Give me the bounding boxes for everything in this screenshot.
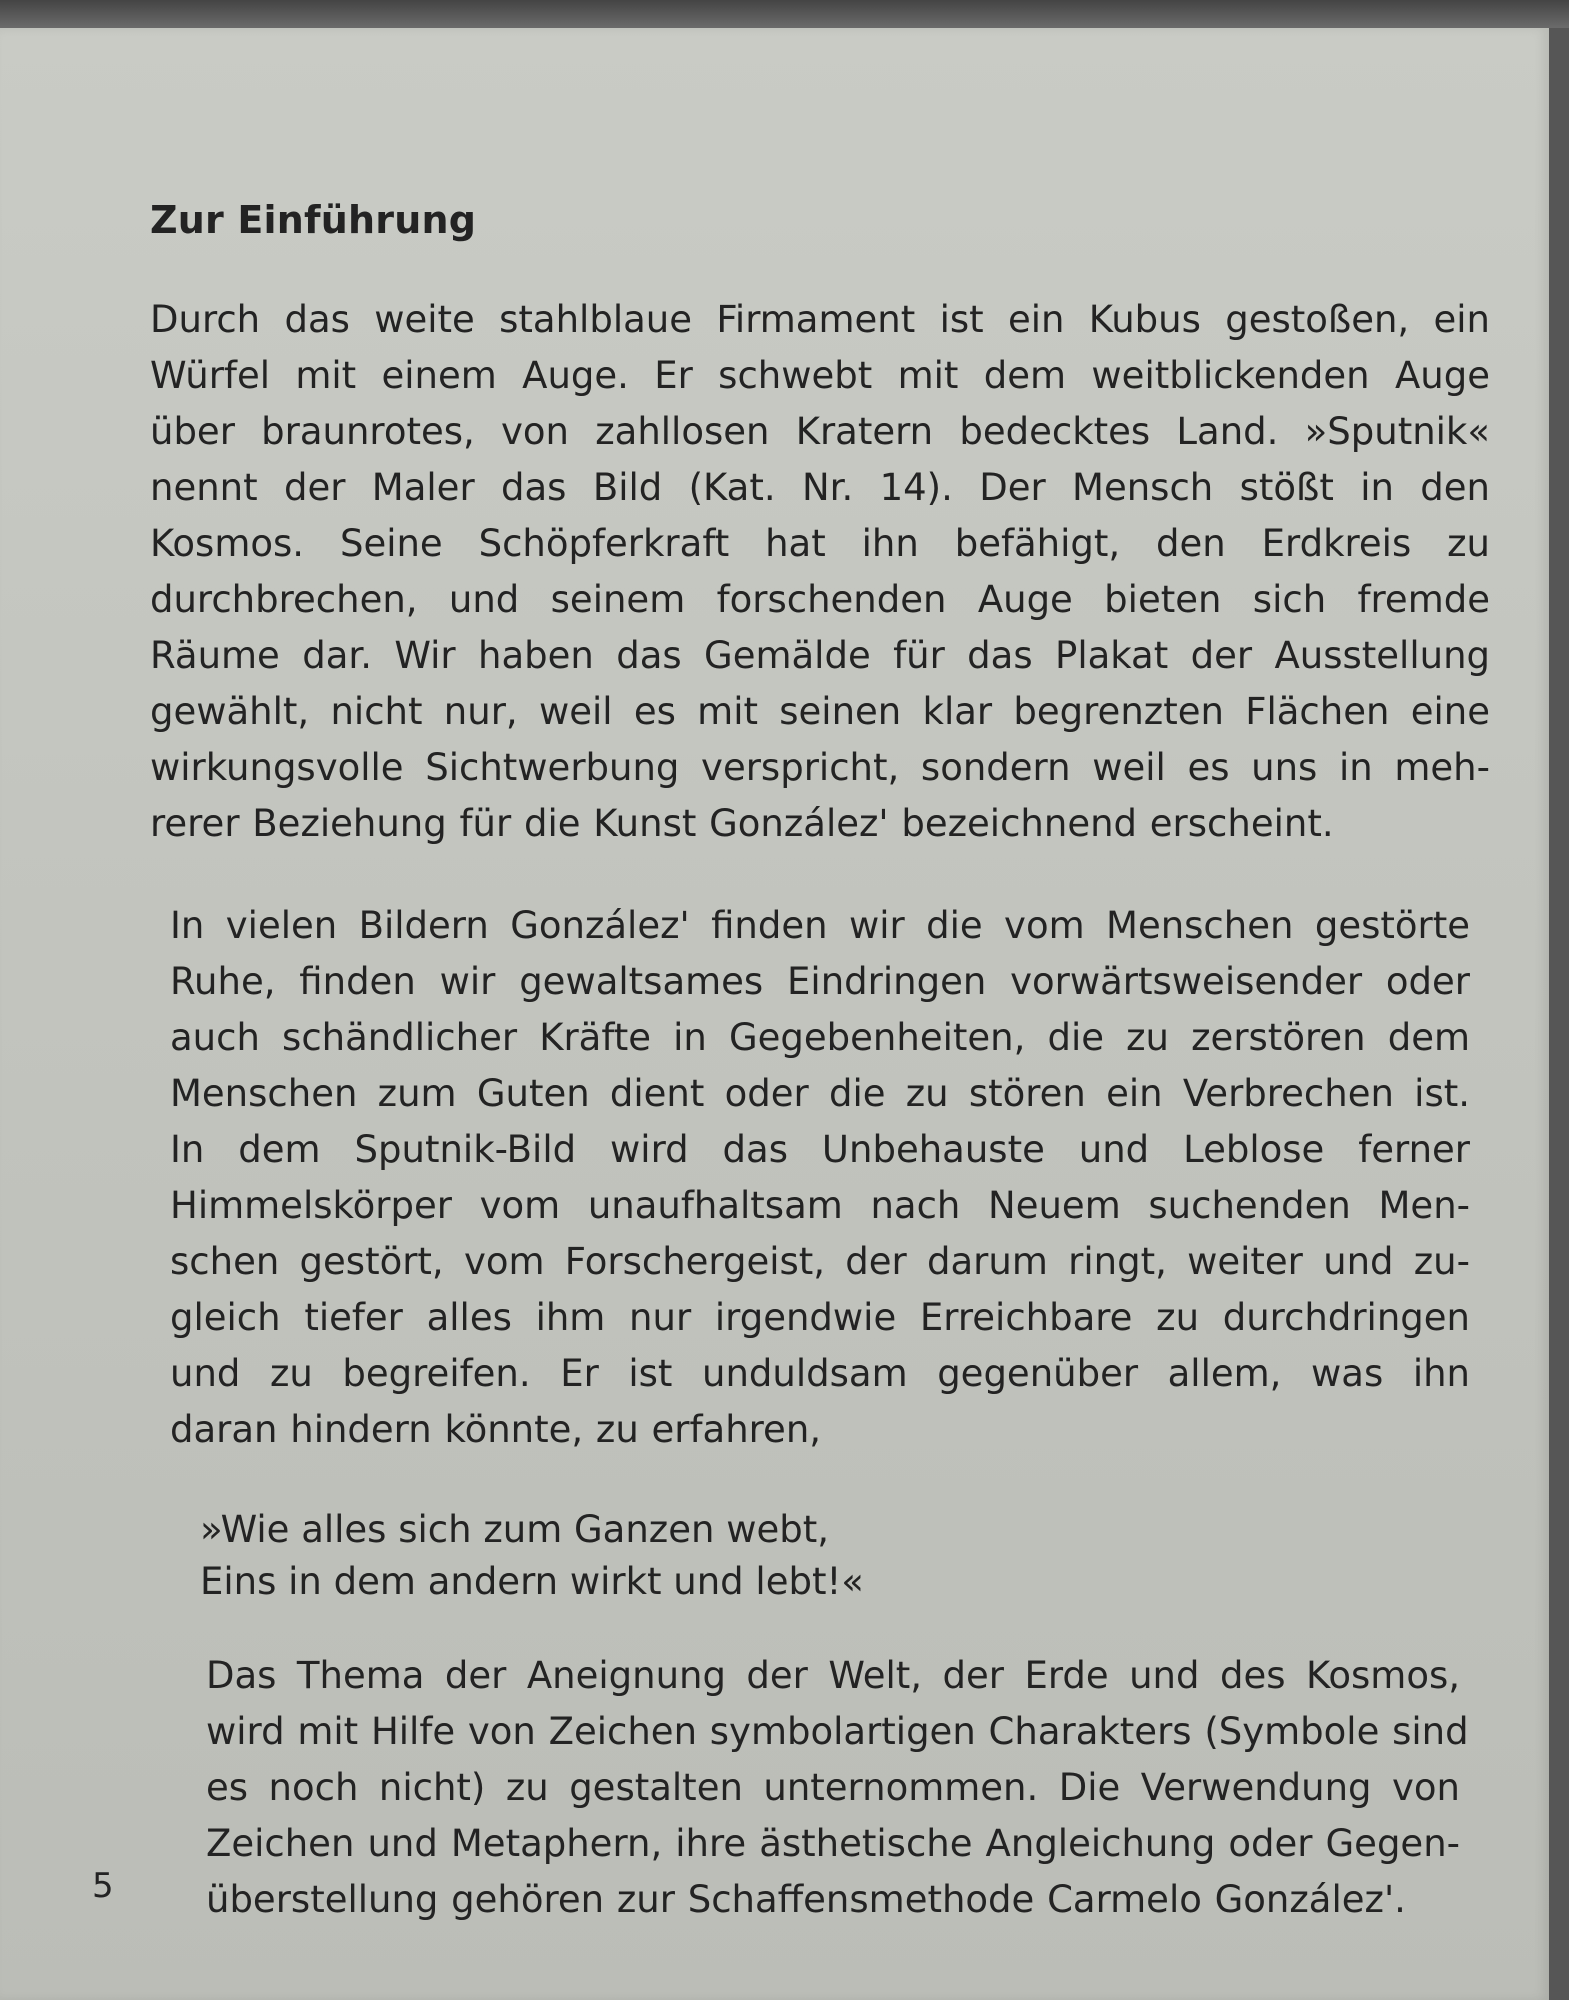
text-line: Himmelskörper vom unaufhaltsam nach Neuem suchenden Men- (170, 1184, 1470, 1227)
text-line: In dem Sputnik-Bild wird das Unbehauste und Leblose ferner (170, 1128, 1470, 1171)
text-line: gewählt, nicht nur, weil es mit seinen klar begrenzten Flächen eine (150, 690, 1490, 733)
text-line: Menschen zum Guten dient oder die zu stören ein Verbrechen ist. (170, 1072, 1470, 1115)
text-line: Würfel mit einem Auge. Er schwebt mit dem weitblickenden Auge (150, 354, 1490, 397)
text-line: In vielen Bildern González' finden wir die vom Menschen gestörte (170, 904, 1470, 947)
text-line: überstellung gehören zur Schaffensmethode Carmelo González'. (206, 1878, 1406, 1921)
page-number: 5 (92, 1866, 114, 1906)
quote-line: »Wie alles sich zum Ganzen webt, (200, 1508, 829, 1551)
text-line: Ruhe, finden wir gewaltsames Eindringen vorwärtsweisender oder (170, 960, 1470, 1003)
text-line: rerer Beziehung für die Kunst González' bezeichnend erscheint. (150, 802, 1334, 845)
text-line: durchbrechen, und seinem forschenden Auge bieten sich fremde (150, 578, 1490, 621)
text-line: Das Thema der Aneignung der Welt, der Erde und des Kosmos, (206, 1654, 1460, 1697)
quote-line: Eins in dem andern wirkt und lebt!« (200, 1560, 864, 1603)
paragraph-third (206, 1648, 1469, 1928)
text-line: und zu begreifen. Er ist unduldsam gegenüber allem, was ihn (170, 1352, 1470, 1395)
page-heading: Zur Einführung (150, 198, 477, 242)
text-line: über braunrotes, von zahllosen Kratern bedecktes Land. »Sputnik« (150, 410, 1490, 453)
text-line: wirkungsvolle Sichtwerbung verspricht, sondern weil es uns in meh- (150, 746, 1490, 789)
text-line: daran hindern könnte, zu erfahren, (170, 1408, 822, 1451)
quotation (200, 1504, 1490, 1608)
scan-border (0, 0, 1569, 28)
paragraph-intro (150, 292, 1490, 852)
text-line: es noch nicht) zu gestalten unternommen. Die Verwendung von (206, 1766, 1460, 1809)
text-line: gleich tiefer alles ihm nur irgendwie Erreichbare zu durchdringen (170, 1296, 1470, 1339)
text-line: wird mit Hilfe von Zeichen symbolartigen Charakters (Symbole sind (206, 1710, 1469, 1753)
text-line: nennt der Maler das Bild (Kat. Nr. 14). Der Mensch stößt in den (150, 466, 1490, 509)
text-line: auch schändlicher Kräfte in Gegebenheiten, die zu zerstören dem (170, 1016, 1470, 1059)
text-line: Kosmos. Seine Schöpferkraft hat ihn befähigt, den Erdkreis zu (150, 522, 1490, 565)
book-page (0, 28, 1549, 2000)
text-line: Durch das weite stahlblaue Firmament ist ein Kubus gestoßen, ein (150, 298, 1490, 341)
text-line: Zeichen und Metaphern, ihre ästhetische Angleichung oder Gegen- (206, 1822, 1460, 1865)
paragraph-second (170, 898, 1470, 1458)
text-line: Räume dar. Wir haben das Gemälde für das Plakat der Ausstellung (150, 634, 1490, 677)
page-content (150, 198, 1490, 1974)
text-line: schen gestört, vom Forschergeist, der darum ringt, weiter und zu- (170, 1240, 1470, 1283)
